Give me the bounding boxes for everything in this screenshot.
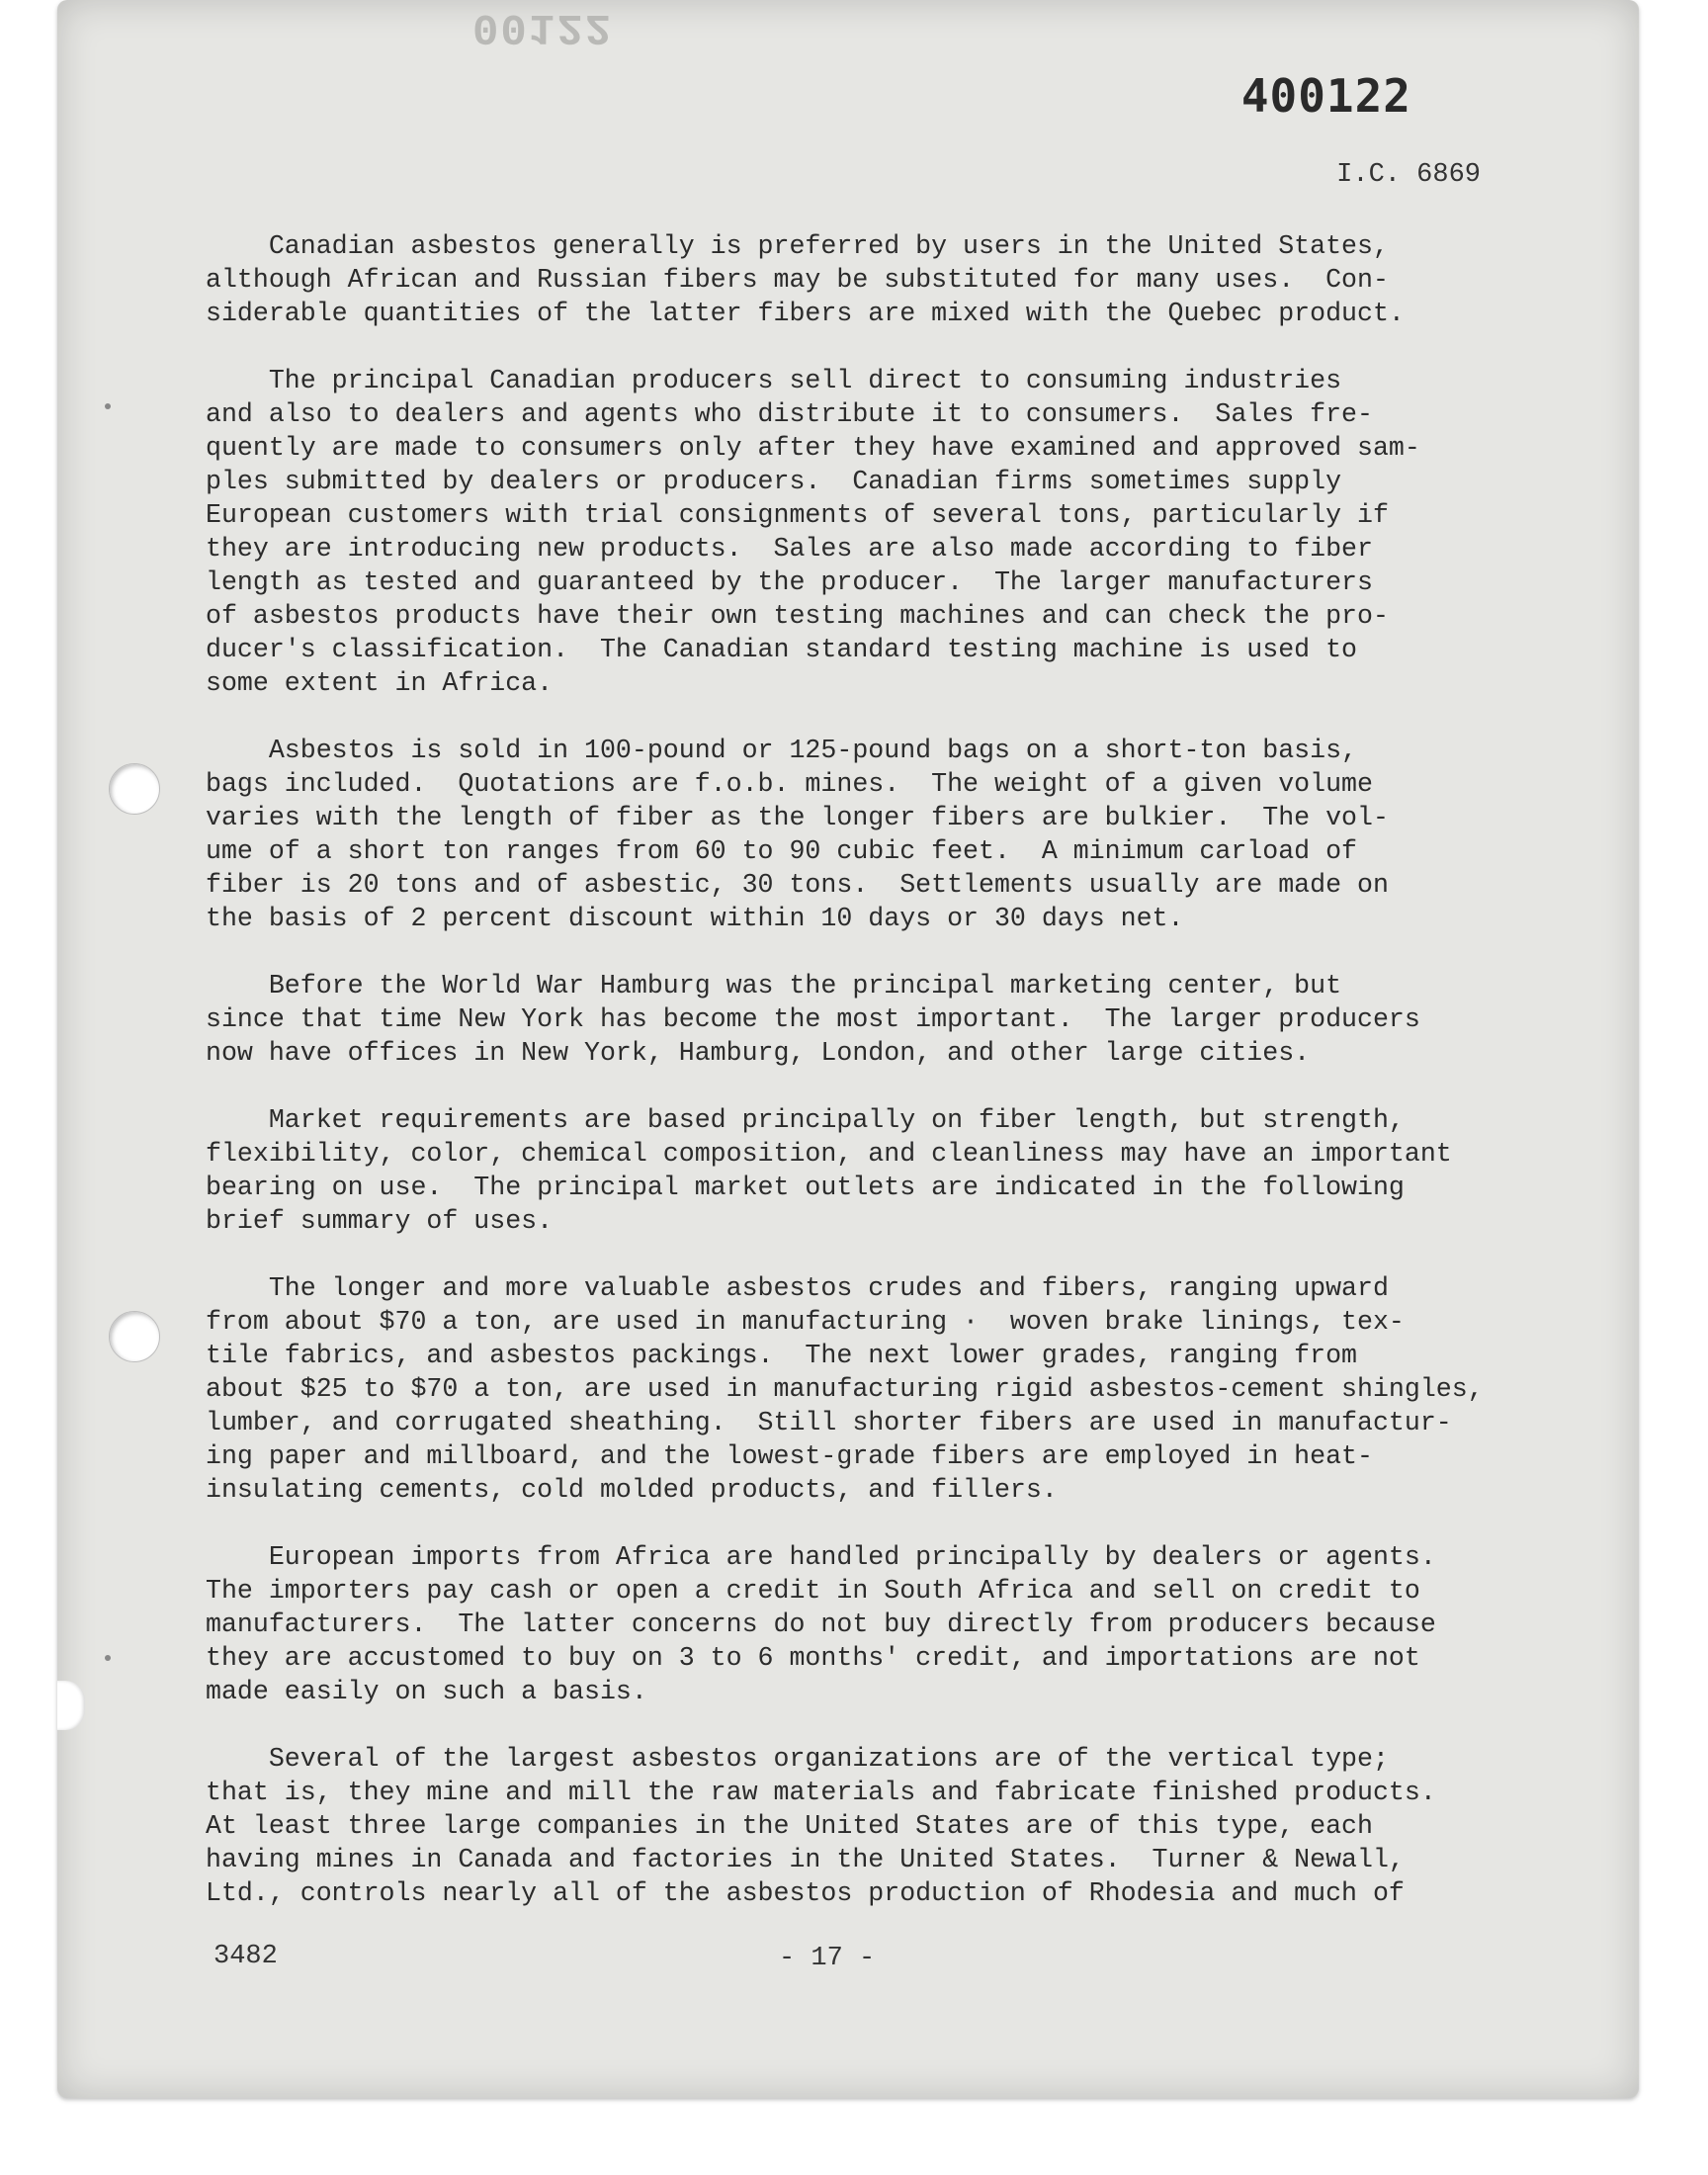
text-line: siderable quantities of the latter fibers are mixed with the Quebec product. <box>206 299 1405 328</box>
text-line: manufacturers. The latter concerns do not buy directly from producers because <box>206 1610 1436 1639</box>
text-line: tile fabrics, and asbestos packings. The next lower grades, ranging from <box>206 1341 1357 1370</box>
text-line: Market requirements are based principally on fiber length, but strength, <box>206 1105 1405 1135</box>
page-number: - 17 - <box>779 1944 876 1973</box>
text-line: they are accustomed to buy on 3 to 6 months' credit, and importations are not <box>206 1643 1420 1673</box>
text-line: insulating cements, cold molded products, and fillers. <box>206 1475 1058 1505</box>
text-line: bearing on use. The principal market outlets are indicated in the following <box>206 1173 1405 1202</box>
text-line: ume of a short ton ranges from 60 to 90 cubic feet. A minimum carload of <box>206 836 1357 866</box>
paragraph <box>206 229 1609 330</box>
text-line: varies with the length of fiber as the longer fibers are bulkier. The vol- <box>206 803 1389 832</box>
text-line: Asbestos is sold in 100-pound or 125-pound bags on a short-ton basis, <box>206 736 1357 765</box>
text-line: Ltd., controls nearly all of the asbestos production of Rhodesia and much of <box>206 1878 1405 1908</box>
paragraph <box>206 1103 1609 1238</box>
text-line: of asbestos products have their own testing machines and can check the pro- <box>206 601 1389 631</box>
paragraph <box>206 1742 1609 1910</box>
text-line: Canadian asbestos generally is preferred by users in the United States, <box>206 231 1389 261</box>
paper-speck <box>105 403 111 409</box>
paragraph <box>206 1540 1609 1708</box>
text-line: although African and Russian fibers may be substituted for many uses. Con- <box>206 265 1389 295</box>
paragraph <box>206 1271 1609 1507</box>
text-line: flexibility, color, chemical composition, and cleanliness may have an important <box>206 1139 1452 1169</box>
footer-code: 3482 <box>214 1942 278 1971</box>
paragraph <box>206 734 1609 935</box>
document-page <box>57 0 1639 2098</box>
text-line: now have offices in New York, Hamburg, London, and other large cities. <box>206 1038 1311 1068</box>
text-line: some extent in Africa. <box>206 668 554 698</box>
text-line: European imports from Africa are handled principally by dealers or agents. <box>206 1542 1436 1572</box>
text-line: ducer's classification. The Canadian standard testing machine is used to <box>206 635 1357 664</box>
text-line: fiber is 20 tons and of asbestic, 30 tons. Settlements usually are made on <box>206 870 1389 900</box>
text-line: about $25 to $70 a ton, are used in manufacturing rigid asbestos-cement shingles, <box>206 1374 1484 1404</box>
punch-hole <box>109 763 160 815</box>
text-line: length as tested and guaranteed by the producer. The larger manufacturers <box>206 567 1373 597</box>
text-line: quently are made to consumers only after they have examined and approved sam- <box>206 433 1420 463</box>
text-line: The longer and more valuable asbestos crudes and fibers, ranging upward <box>206 1273 1389 1303</box>
page-notch <box>57 1681 85 1730</box>
text-line: The importers pay cash or open a credit in South Africa and sell on credit to <box>206 1576 1420 1606</box>
text-line: brief summary of uses. <box>206 1206 554 1236</box>
body-text <box>206 229 1609 1944</box>
text-line: made easily on such a basis. <box>206 1677 647 1706</box>
text-line: they are introducing new products. Sales are also made according to fiber <box>206 534 1373 564</box>
document-stamp-number: 400122 <box>1240 69 1411 123</box>
text-line: The principal Canadian producers sell direct to consuming industries <box>206 366 1342 395</box>
text-line: ing paper and millboard, and the lowest-grade fibers are employed in heat- <box>206 1441 1373 1471</box>
text-line: Before the World War Hamburg was the principal marketing center, but <box>206 971 1342 1000</box>
text-line: lumber, and corrugated sheathing. Still shorter fibers are used in manufactur- <box>206 1408 1452 1437</box>
paragraph <box>206 969 1609 1070</box>
text-line: ples submitted by dealers or producers. Canadian firms sometimes supply <box>206 467 1342 496</box>
document-reference: I.C. 6869 <box>1336 160 1481 190</box>
text-line: the basis of 2 percent discount within 10 days or 30 days net. <box>206 904 1184 933</box>
text-line: bags included. Quotations are f.o.b. mines. The weight of a given volume <box>206 769 1373 799</box>
bleed-through-number: 00122 <box>472 2 614 51</box>
text-line: Several of the largest asbestos organizations are of the vertical type; <box>206 1744 1389 1774</box>
paragraph <box>206 364 1609 700</box>
text-line: having mines in Canada and factories in the United States. Turner & Newall, <box>206 1845 1405 1874</box>
text-line: from about $70 a ton, are used in manufacturing · woven brake linings, tex- <box>206 1307 1405 1337</box>
text-line: and also to dealers and agents who distribute it to consumers. Sales fre- <box>206 399 1373 429</box>
punch-hole <box>109 1311 160 1362</box>
text-line: that is, they mine and mill the raw materials and fabricate finished products. <box>206 1778 1436 1807</box>
text-line: At least three large companies in the United States are of this type, each <box>206 1811 1373 1841</box>
text-line: European customers with trial consignments of several tons, particularly if <box>206 500 1389 530</box>
text-line: since that time New York has become the most important. The larger producers <box>206 1004 1420 1034</box>
paper-speck <box>105 1655 111 1661</box>
